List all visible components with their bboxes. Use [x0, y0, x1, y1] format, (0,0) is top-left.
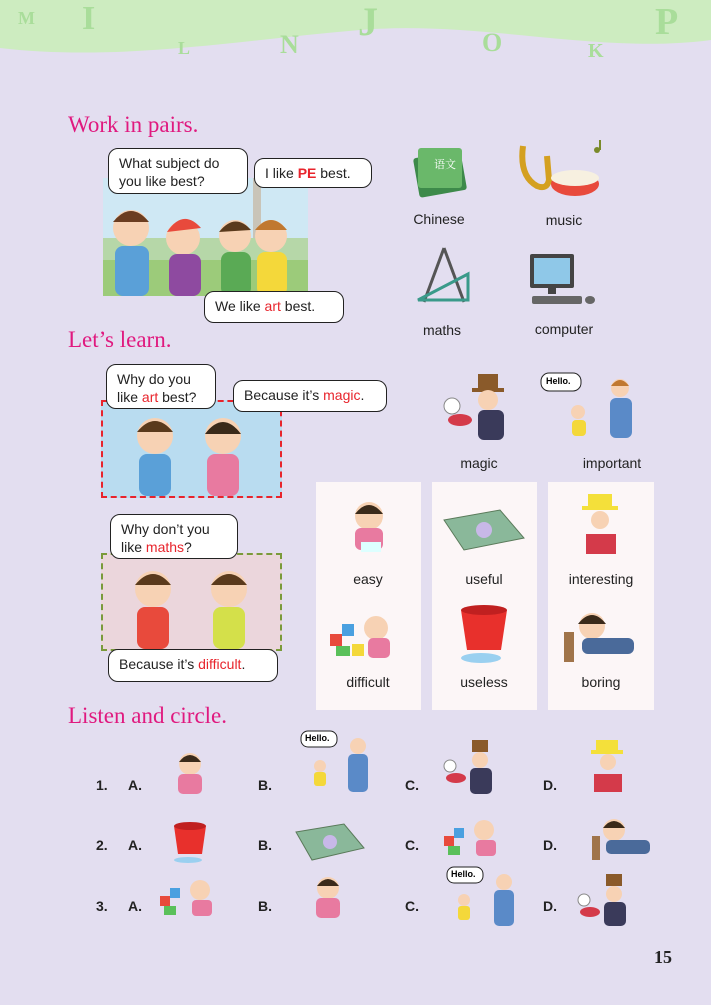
- computer-icon: [526, 252, 598, 308]
- easy-picture: [310, 872, 346, 926]
- word-magic: magic: [460, 455, 498, 471]
- important-picture: [540, 372, 644, 444]
- option-a[interactable]: A.: [128, 837, 142, 853]
- option-b[interactable]: B.: [258, 837, 272, 853]
- speech-bubble-why-not-maths: Why don’t you like maths?: [110, 514, 238, 559]
- magic-picture: [574, 872, 640, 928]
- speech-bubble-because-magic: Because it’s magic.: [233, 380, 387, 412]
- hello-label: Hello.: [305, 733, 330, 743]
- maths-scene: [101, 553, 282, 651]
- word-useful: useful: [465, 571, 503, 587]
- option-c[interactable]: C.: [405, 898, 419, 914]
- word-interesting: interesting: [568, 571, 634, 587]
- important-picture: [300, 730, 378, 796]
- option-b[interactable]: B.: [258, 898, 272, 914]
- speech-bubble-i-like-pe: I like PE best.: [254, 158, 372, 188]
- useless-picture: [455, 602, 513, 666]
- boring-picture: [562, 604, 642, 664]
- speech-bubble-we-like-art: We like art best.: [204, 291, 344, 323]
- banner-letter: J: [358, 0, 378, 44]
- option-c[interactable]: C.: [405, 837, 419, 853]
- subject-label-music: music: [545, 212, 583, 228]
- option-d[interactable]: D.: [543, 837, 557, 853]
- question-number: 2.: [96, 837, 108, 853]
- hello-label: Hello.: [451, 869, 476, 879]
- difficult-picture: [156, 872, 222, 924]
- banner-letter: N: [280, 30, 299, 59]
- subject-label-chinese: Chinese: [413, 211, 465, 227]
- maths-tools-icon: [412, 244, 474, 308]
- chinese-book-icon: [410, 140, 472, 202]
- banner-letter: O: [482, 28, 503, 57]
- important-picture: [446, 866, 524, 928]
- question-number: 1.: [96, 777, 108, 793]
- subject-label-maths: maths: [422, 322, 462, 338]
- section-title-listen-and-circle: Listen and circle.: [68, 703, 228, 728]
- option-a[interactable]: A.: [128, 777, 142, 793]
- banner-letter: K: [588, 40, 604, 62]
- banner-letter: M: [18, 8, 35, 28]
- art-scene: [101, 400, 282, 498]
- interesting-picture: [588, 738, 628, 796]
- option-d[interactable]: D.: [543, 898, 557, 914]
- banner-letter: I: [82, 0, 96, 37]
- music-instruments-icon: [517, 136, 607, 204]
- banner-letter: P: [655, 1, 679, 43]
- word-difficult: difficult: [346, 674, 390, 690]
- page-number: 15: [654, 947, 672, 967]
- difficult-picture: [326, 604, 402, 664]
- word-useless: useless: [460, 674, 508, 690]
- top-banner: [0, 0, 711, 70]
- banner-letter: L: [178, 38, 191, 58]
- svg-text:语文: 语文: [434, 158, 456, 171]
- question-number: 3.: [96, 898, 108, 914]
- boring-picture: [590, 812, 656, 862]
- speech-bubble-why-art: Why do you like art best?: [106, 364, 216, 409]
- section-title-work-in-pairs: Work in pairs.: [68, 112, 199, 137]
- speech-bubble-question: What subject do you like best?: [108, 148, 248, 194]
- useful-picture: [440, 508, 528, 552]
- interesting-picture: [578, 492, 622, 558]
- useless-picture: [170, 820, 210, 864]
- option-b[interactable]: B.: [258, 777, 272, 793]
- option-d[interactable]: D.: [543, 777, 557, 793]
- word-boring: boring: [581, 674, 621, 690]
- speech-bubble-because-difficult: Because it’s difficult.: [108, 649, 278, 682]
- word-easy: easy: [353, 571, 383, 587]
- word-important: important: [582, 455, 642, 471]
- option-c[interactable]: C.: [405, 777, 419, 793]
- magic-picture: [440, 738, 506, 796]
- magic-picture: [438, 372, 520, 444]
- section-title-lets-learn: Let’s learn.: [68, 327, 172, 352]
- useful-picture: [292, 822, 368, 862]
- option-a[interactable]: A.: [128, 898, 142, 914]
- hello-label: Hello.: [546, 376, 571, 386]
- pairs-scene: [103, 178, 308, 296]
- easy-picture: [172, 748, 208, 802]
- subject-label-computer: computer: [534, 321, 594, 337]
- easy-picture: [343, 496, 395, 556]
- difficult-picture: [440, 810, 506, 864]
